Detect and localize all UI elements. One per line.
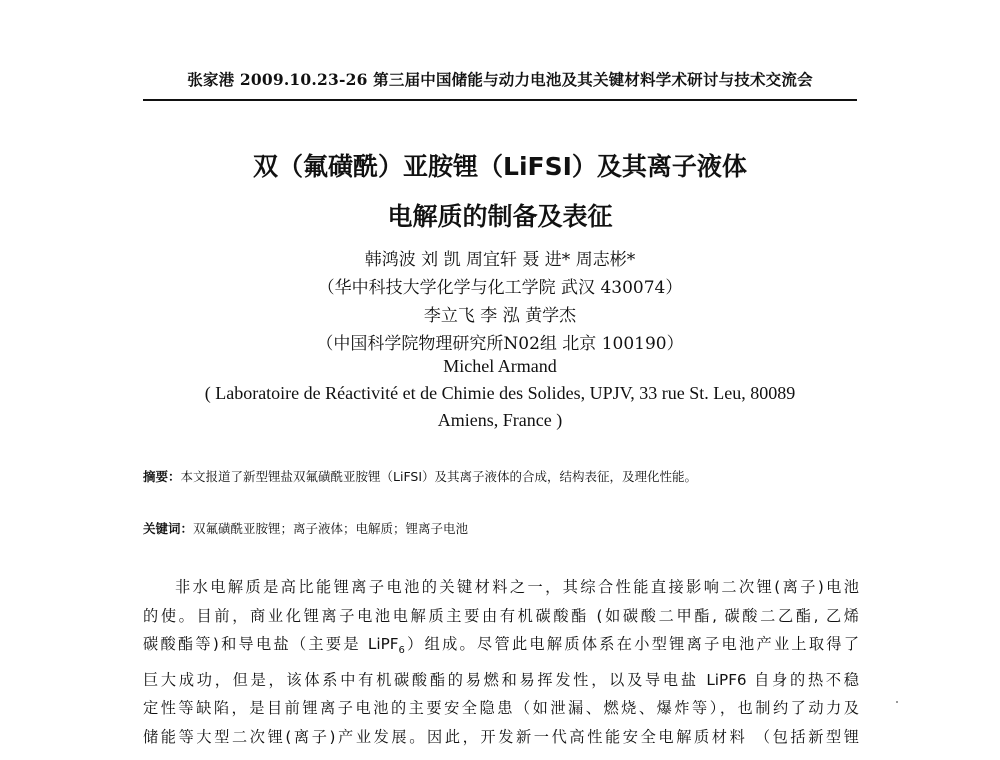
abstract (143, 467, 863, 485)
affiliation-iop: （中国科学院物理研究所N02组 北京 100190） (316, 334, 684, 354)
affiliation-upjv-line-1: ( Laboratoire de Réactivité et de Chimie des Solides, UPJV, 33 rue St. Leu, 80089 (204, 383, 796, 403)
author-name-armand: Michel Armand (443, 356, 557, 376)
paper-title-line-2: 电解质的制备及表征 (387, 202, 613, 231)
body-line-3-head: 碳酸酯等)和导电盐（主要是 LiPF (143, 635, 399, 653)
header-rule (143, 99, 857, 101)
affiliation-upjv-line-2: Amiens, France ) (437, 410, 563, 430)
body-line-6: 储能等大型二次锂(离子)产业发展。因此，开发新一代高性能安全电解质材料 （包括新型锂 (143, 727, 859, 746)
body-line-3-tail: ）组成。尽管此电解质体系在小型锂离子电池产业上取得了 (404, 635, 860, 653)
running-header: 张家港 2009.10.23-26 第三届中国储能与动力电池及其关键材料学术研讨与技术交流会 (187, 70, 813, 89)
body-line-1: 非水电解质是高比能锂离子电池的关键材料之一，其综合性能直接影响二次锂(离子)电池 (175, 578, 859, 596)
subscript-6: 6 (398, 645, 405, 657)
scan-artifact (896, 701, 898, 703)
body-line-5: 定性等缺陷，是目前锂离子电池的主要安全隐患（如泄漏、燃烧、爆炸等），也制约了动力及 (143, 699, 859, 718)
abstract-text: 本文报道了新型锂盐双氟磺酰亚胺锂（LiFSI）及其离子液体的合成，结构表征，及理化性能。 (180, 469, 698, 484)
body-paragraph (143, 573, 859, 751)
affiliation-hust: （华中科技大学化学与化工学院 武汉 430074） (317, 278, 683, 298)
body-line-3 (143, 630, 859, 666)
abstract-label: 摘要： (143, 469, 181, 484)
keywords-text: 双氟磺酰亚胺锂；离子液体；电解质；锂离子电池 (193, 521, 469, 536)
author-names-iop: 李立飞 李 泓 黄学杰 (423, 306, 577, 326)
author-names-hust: 韩鸿波 刘 凯 周宜轩 聂 进* 周志彬* (364, 250, 636, 270)
body-line-2: 的使。目前，商业化锂离子电池电解质主要由有机碳酸酯 (如碳酸二甲酯, 碳酸二乙酯, 乙烯 (143, 606, 859, 625)
keywords-label: 关键词： (143, 521, 194, 536)
body-line-4: 巨大成功，但是，该体系中有机碳酸酯的易燃和易挥发性，以及导电盐 LiPF6 自身的热不稳 (143, 670, 859, 689)
keywords (143, 519, 863, 537)
paper-title-line-1: 双（氟磺酰）亚胺锂（LiFSI）及其离子液体 (253, 152, 747, 181)
